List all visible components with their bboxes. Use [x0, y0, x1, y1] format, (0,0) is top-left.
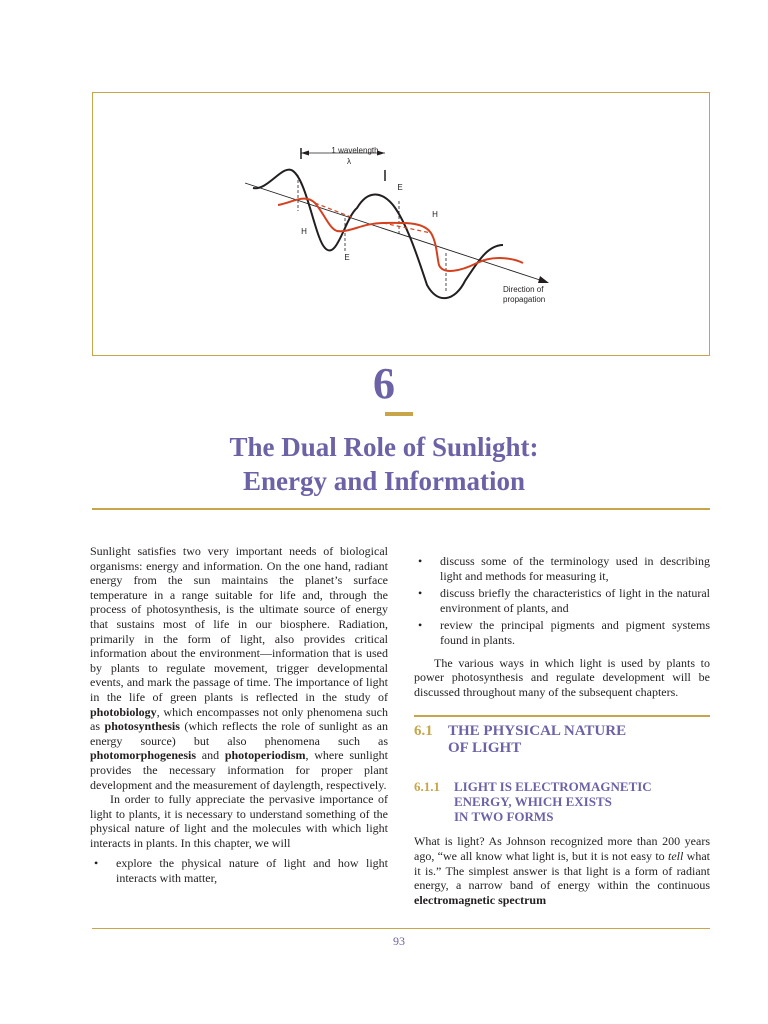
- subsequent-chapters-paragraph: The various ways in which light is used by plants to power photosynthesis and regulate development will be discussed throughout many of the subsequent chapters.: [414, 655, 710, 699]
- chapter-title-line2: Energy and Information: [242, 466, 526, 496]
- emphasis-tell: tell: [668, 848, 684, 863]
- section-heading: [414, 723, 710, 757]
- goals-list-right: [414, 554, 710, 648]
- intro-text-5: , where sunlight provides the necessary information for proper plant development and the measurement of daylength, respectively.: [90, 748, 388, 792]
- propagation-arrow: [538, 276, 549, 283]
- subsection-title-line3: IN TWO FORMS: [454, 809, 554, 825]
- section-title-line1: THE PHYSICAL NATURE: [448, 723, 627, 740]
- intro-text-1: Sunlight satisfies two very important needs of biological organisms: energy and information. On the one hand, radiant energy from the sun maintains the planet’s surface temperature in a range suitable for life and, through the process of photosynthesis, is the ultimate source of energy that sustains most of life in our biosphere. Radiation, primarily in the form of light, also provides critical information about the environment—information that is used by plants to regulate movement, trigger developmental events, and mark the passage of time. The importance of light in the life of green plants is reflected in the study of: [90, 544, 388, 704]
- chapter-title: [0, 430, 768, 498]
- section-number: 6.1: [414, 723, 433, 740]
- intro-paragraph: [90, 544, 388, 792]
- electric-field-wave: [253, 170, 503, 299]
- chapter-number-underline: [385, 412, 413, 416]
- lambda-label: λ: [347, 157, 351, 166]
- subsection-title: [454, 779, 652, 824]
- chapter-title-line1: The Dual Role of Sunlight:: [229, 432, 539, 462]
- term-photoperiodism: photoperiodism: [224, 748, 306, 763]
- figure-frame: [92, 92, 710, 356]
- light-text-2: what it is.” The simplest answer is that light is a form of radiant energy, a narrow band of energy within the continuous: [414, 848, 710, 893]
- h-label-left: H: [301, 227, 307, 236]
- right-column: [414, 544, 710, 907]
- light-text-1: What is light? As Johnson recognized more than 200 years ago, “we all know what light is, but it is not easy to: [414, 834, 710, 863]
- wavelength-label: 1 wavelength: [331, 146, 379, 155]
- footer-divider: [92, 928, 710, 929]
- subsection-heading: [414, 779, 710, 824]
- e-label-bottom: E: [344, 253, 350, 262]
- section-divider: [414, 715, 710, 717]
- list-item: • discuss briefly the characteristics of light in the natural environment of plants, and: [414, 586, 710, 615]
- subsection-title-line1: LIGHT IS ELECTROMAGNETIC: [454, 779, 652, 795]
- section-title: [448, 723, 626, 757]
- direction-label-line2: propagation: [503, 295, 546, 304]
- chapter-goals-paragraph: In order to fully appreciate the pervasive importance of light to plants, it is necessary to understand something of the physical nature of light and the molecules with which light interacts in plants. In this chapter, we will: [90, 792, 388, 850]
- term-photobiology: photobiology: [90, 704, 157, 719]
- direction-label-line1: Direction of: [503, 285, 544, 294]
- term-electromagnetic-spectrum: electromagnetic spectrum: [414, 892, 547, 907]
- chapter-number: 6: [373, 359, 395, 408]
- list-item: • review the principal pigments and pigment systems found in plants.: [414, 618, 710, 647]
- term-photosynthesis: photosynthesis: [104, 719, 180, 734]
- wavelength-arrow-left: [301, 151, 309, 156]
- subsection-number: 6.1.1: [414, 779, 440, 795]
- left-column: [90, 544, 388, 889]
- intro-text-2: , which encompasses not only phenomena such as: [90, 704, 388, 734]
- intro-text-3: (which reflects the role of sunlight as an energy source) but also phenomena such as: [90, 719, 389, 748]
- subsection-title-line2: ENERGY, WHICH EXISTS: [454, 794, 612, 810]
- title-divider: [92, 508, 710, 510]
- h-label-right: H: [432, 210, 438, 219]
- intro-text-4: and: [196, 748, 225, 763]
- section-title-line2: OF LIGHT: [448, 740, 522, 757]
- term-photomorphogenesis: photomorphogenesis: [90, 748, 197, 763]
- what-is-light-paragraph: [414, 834, 710, 907]
- goals-list-left: [90, 856, 388, 885]
- page-number: 93: [393, 934, 405, 948]
- em-wave-diagram: [93, 93, 711, 357]
- list-item: • discuss some of the terminology used in describing light and methods for measuring it,: [414, 554, 710, 583]
- e-label-top: E: [397, 183, 403, 192]
- list-item: • explore the physical nature of light and how light interacts with matter,: [90, 856, 388, 885]
- magnetic-field-wave: [278, 199, 523, 271]
- propagation-axis: [245, 183, 543, 281]
